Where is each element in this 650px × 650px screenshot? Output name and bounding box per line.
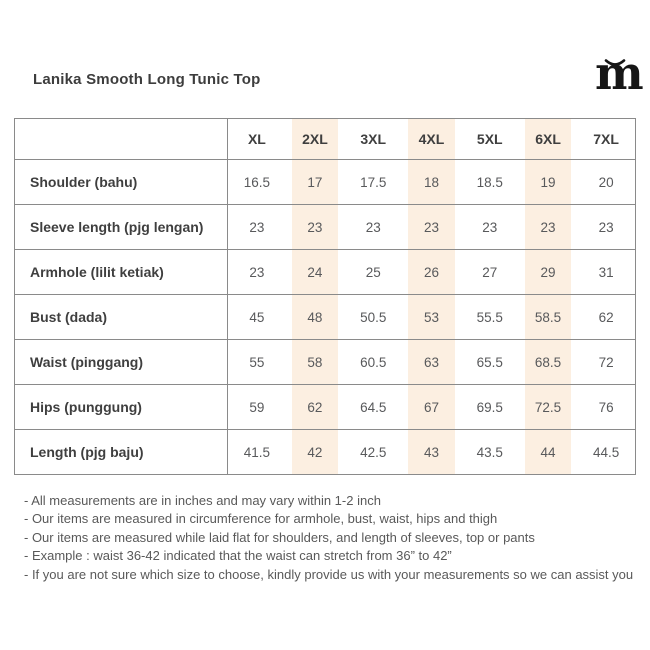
row-label: Hips (punggung) xyxy=(15,385,228,430)
size-value: 23 xyxy=(344,205,402,250)
size-value: 43 xyxy=(402,430,460,475)
size-value: 26 xyxy=(402,250,460,295)
size-chart-table xyxy=(14,118,636,475)
size-header-4xl: 4XL xyxy=(402,119,460,160)
note-line: - If you are not sure which size to choose, kindly provide us with your measurements so we can assist you xyxy=(24,566,634,582)
row-label: Armhole (lilit ketiak) xyxy=(15,250,228,295)
size-value: 60.5 xyxy=(344,340,402,385)
size-value: 17.5 xyxy=(344,160,402,205)
table-row xyxy=(15,385,636,430)
size-header-6xl: 6XL xyxy=(519,119,577,160)
table-row xyxy=(15,250,636,295)
note-line: - Our items are measured while laid flat for shoulders, and length of sleeves, top or pants xyxy=(24,529,535,545)
note-line: - All measurements are in inches and may vary within 1-2 inch xyxy=(24,493,381,508)
size-value: 25 xyxy=(344,250,402,295)
size-value: 59 xyxy=(228,385,286,430)
size-value: 29 xyxy=(519,250,577,295)
size-value: 23 xyxy=(577,205,635,250)
size-value: 53 xyxy=(402,295,460,340)
row-label: Waist (pinggang) xyxy=(15,340,228,385)
size-value: 23 xyxy=(519,205,577,250)
size-value: 55 xyxy=(228,340,286,385)
size-value: 18 xyxy=(402,160,460,205)
size-value: 42 xyxy=(286,430,344,475)
size-value: 50.5 xyxy=(344,295,402,340)
size-value: 68.5 xyxy=(519,340,577,385)
size-value: 19 xyxy=(519,160,577,205)
table-corner-cell xyxy=(15,119,228,160)
size-value: 23 xyxy=(228,205,286,250)
size-value: 23 xyxy=(402,205,460,250)
size-value: 16.5 xyxy=(228,160,286,205)
size-value: 17 xyxy=(286,160,344,205)
size-value: 72 xyxy=(577,340,635,385)
row-label: Bust (dada) xyxy=(15,295,228,340)
size-value: 62 xyxy=(286,385,344,430)
size-value: 23 xyxy=(461,205,519,250)
size-value: 41.5 xyxy=(228,430,286,475)
size-value: 27 xyxy=(461,250,519,295)
size-header-xl: XL xyxy=(247,131,266,147)
table-row xyxy=(15,295,636,340)
size-value: 18.5 xyxy=(461,160,519,205)
note-line: - Our items are measured in circumference for armhole, bust, waist, hips and thigh xyxy=(24,511,498,527)
size-value: 44 xyxy=(519,430,577,475)
row-label: Sleeve length (pjg lengan) xyxy=(15,205,228,250)
size-value: 31 xyxy=(577,250,635,295)
size-value: 67 xyxy=(402,385,460,430)
size-value: 23 xyxy=(286,205,344,250)
table-row xyxy=(15,340,636,385)
row-label: Length (pjg baju) xyxy=(15,430,228,475)
size-value: 72.5 xyxy=(519,385,577,430)
size-value: 69.5 xyxy=(461,385,519,430)
size-value: 76 xyxy=(577,385,635,430)
size-value: 42.5 xyxy=(344,430,402,475)
logo-letter: m xyxy=(595,46,644,100)
table-row xyxy=(15,160,636,205)
size-value: 64.5 xyxy=(344,385,402,430)
size-header-2xl: 2XL xyxy=(286,119,344,160)
size-header-7xl: 7XL xyxy=(593,131,619,147)
size-value: 23 xyxy=(228,250,286,295)
page-title: Lanika Smooth Long Tunic Top xyxy=(33,71,261,88)
size-value: 58 xyxy=(286,340,344,385)
size-header-3xl: 3XL xyxy=(360,131,387,147)
measurement-notes xyxy=(24,492,639,584)
size-value: 48 xyxy=(286,295,344,340)
brand-logo xyxy=(594,46,644,100)
size-value: 63 xyxy=(402,340,460,385)
size-header-5xl: 5XL xyxy=(476,131,503,147)
size-value: 24 xyxy=(286,250,344,295)
size-header-row xyxy=(15,119,636,160)
size-value: 62 xyxy=(577,295,635,340)
size-value: 45 xyxy=(228,295,286,340)
size-value: 58.5 xyxy=(519,295,577,340)
table-row xyxy=(15,205,636,250)
size-value: 44.5 xyxy=(577,430,635,475)
note-line: - Example : waist 36-42 indicated that the waist can stretch from 36” to 42” xyxy=(24,548,452,564)
size-value: 43.5 xyxy=(461,430,519,475)
size-value: 55.5 xyxy=(461,295,519,340)
row-label: Shoulder (bahu) xyxy=(15,160,228,205)
table-row xyxy=(15,430,636,475)
size-value: 20 xyxy=(577,160,635,205)
size-value: 65.5 xyxy=(461,340,519,385)
